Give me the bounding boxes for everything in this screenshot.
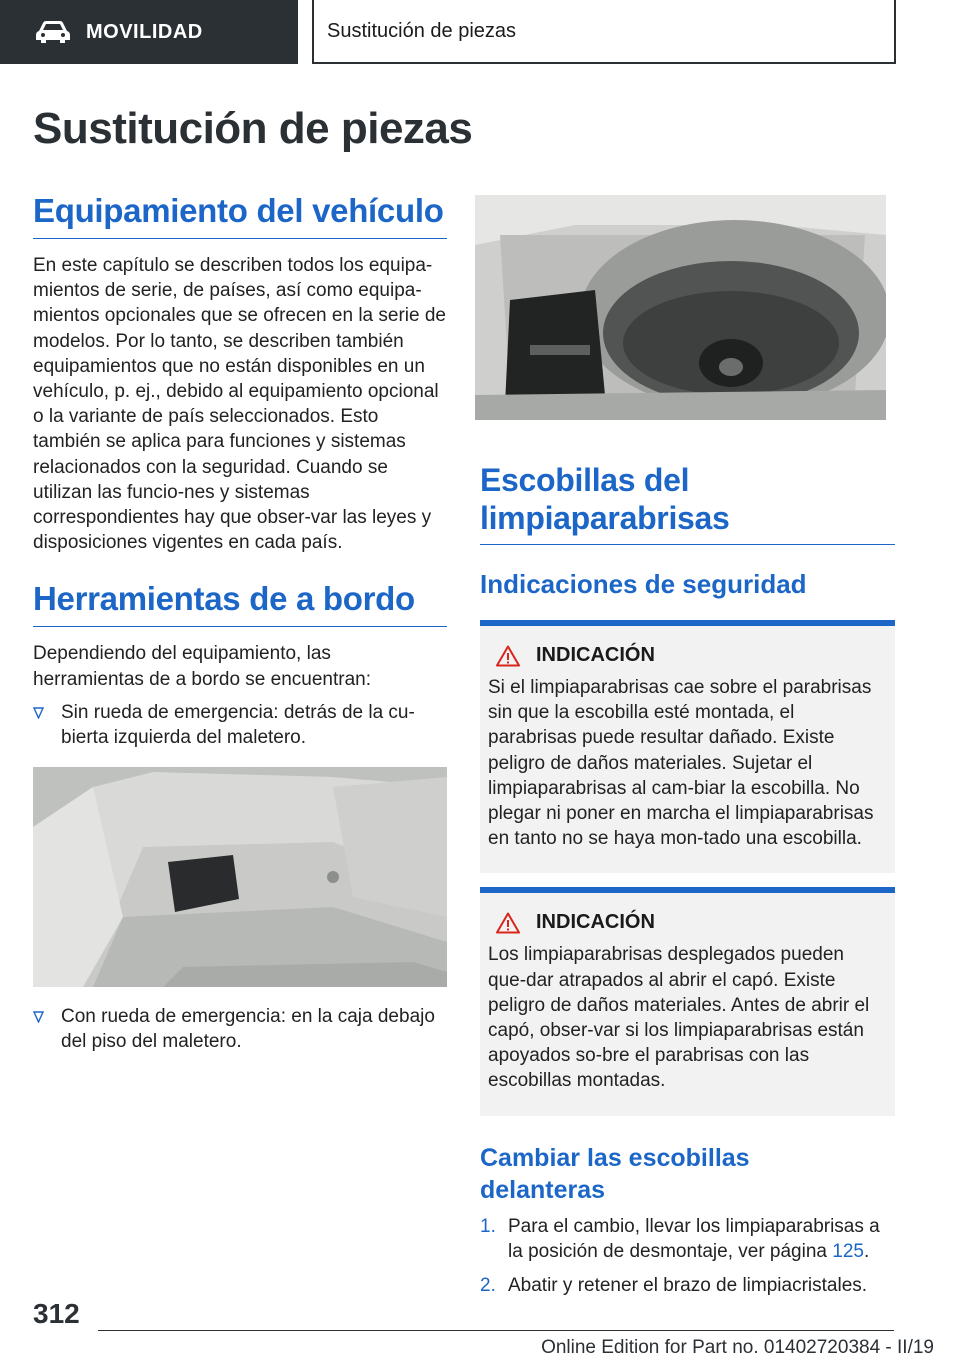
section-tab[interactable] (0, 0, 298, 64)
step-text-end: . (863, 1240, 870, 1262)
section-label: MOVILIDAD (86, 20, 203, 43)
tools-list-2 (33, 1004, 447, 1054)
warning-icon (496, 912, 520, 934)
footer-divider (98, 1330, 894, 1331)
page-title: Sustitución de piezas (33, 104, 473, 153)
notice-title: INDICACIÓN (536, 911, 655, 934)
notice-text: Los limpiaparabrisas desplegados pueden que-dar atrapados al abrir el capó. Existe peligro de daños materiales. Antes de abrir el capó, obser-var si los limpiaparabrisas están apoyados so-bre el parabrisas con las escobillas montadas. (488, 944, 870, 1092)
notice-title: INDICACIÓN (536, 644, 655, 666)
wipers-heading: Escobillas del limpiaparabrisas (480, 461, 895, 545)
warning-icon (496, 645, 520, 667)
page-number: 312 (33, 1298, 80, 1329)
footer-edition: Online Edition for Part no. 01402720384 - II/19 (541, 1337, 934, 1358)
notice-text: Si el limpiaparabrisas cae sobre el parabrisas sin que la escobilla esté montada, el parabrisas puede resultar dañado. Existe peligro de daños materiales. Sujetar el limpiaparabrisas al cam-biar la escobilla. No plegar ni poner en marcha el limpiaparabrisas en tanto no se haya mon-tado una escobilla. (488, 677, 874, 850)
notice-box (480, 887, 895, 1115)
step-text: Abatir y retener el brazo de limpiacristales. (508, 1275, 868, 1297)
equipment-heading: Equipamiento del vehículo (33, 190, 447, 239)
car-icon (34, 20, 72, 44)
list-item (480, 1214, 895, 1264)
tools-heading: Herramientas de a bordo (33, 578, 447, 627)
bullet-triangle-icon (33, 707, 44, 719)
notice-header (496, 644, 887, 667)
step-text: Para el cambio, llevar los limpiaparabrisas a la posición de desmontaje, ver página (508, 1215, 880, 1262)
chapter-tab[interactable] (312, 0, 896, 64)
right-column (480, 190, 895, 1307)
step-number: 2. (480, 1275, 496, 1297)
trunk-photo (33, 767, 447, 987)
tools-bullet-1: Sin rueda de emergencia: detrás de la cu-bierta izquierda del maletero. (61, 701, 415, 749)
bullet-triangle-icon (33, 1011, 44, 1023)
steps-list (480, 1214, 895, 1299)
list-item (33, 1004, 447, 1054)
tools-intro: Dependiendo del equipamiento, las herramientas de a bordo se encuentran: (33, 643, 371, 690)
tools-list (33, 700, 447, 750)
notice-box (480, 620, 895, 873)
list-item (480, 1273, 895, 1298)
step-number: 1. (480, 1215, 496, 1237)
page-link[interactable]: 125 (832, 1240, 864, 1262)
equipment-body: En este capítulo se describen todos los equipa-mientos de serie, de países, así como equipa-mientos opcionales que se ofrecen en la serie de modelos. Por lo tanto, se describen también equipamientos que no están disponibles en un vehículo, p. ej., debido al equipamiento opcional o la variante de país seleccionados. Esto también se aplica para funciones y sistemas relacionados con la seguridad. Cuando se utilizan las funcio-nes y sistemas correspondientes hay que obser-var las leyes y disposiciones vigentes en cada país. (33, 255, 446, 554)
left-column (33, 190, 447, 1055)
chapter-label: Sustitución de piezas (327, 19, 517, 42)
notice-header (496, 911, 887, 934)
page-header (0, 0, 960, 66)
change-blades-heading: Cambiar las escobillas delanteras (480, 1143, 750, 1204)
safety-heading: Indicaciones de seguridad (480, 569, 807, 599)
spare-wheel-photo (475, 195, 886, 420)
tools-bullet-2: Con rueda de emergencia: en la caja debajo del piso del maletero. (61, 1006, 435, 1053)
list-item (33, 700, 447, 750)
